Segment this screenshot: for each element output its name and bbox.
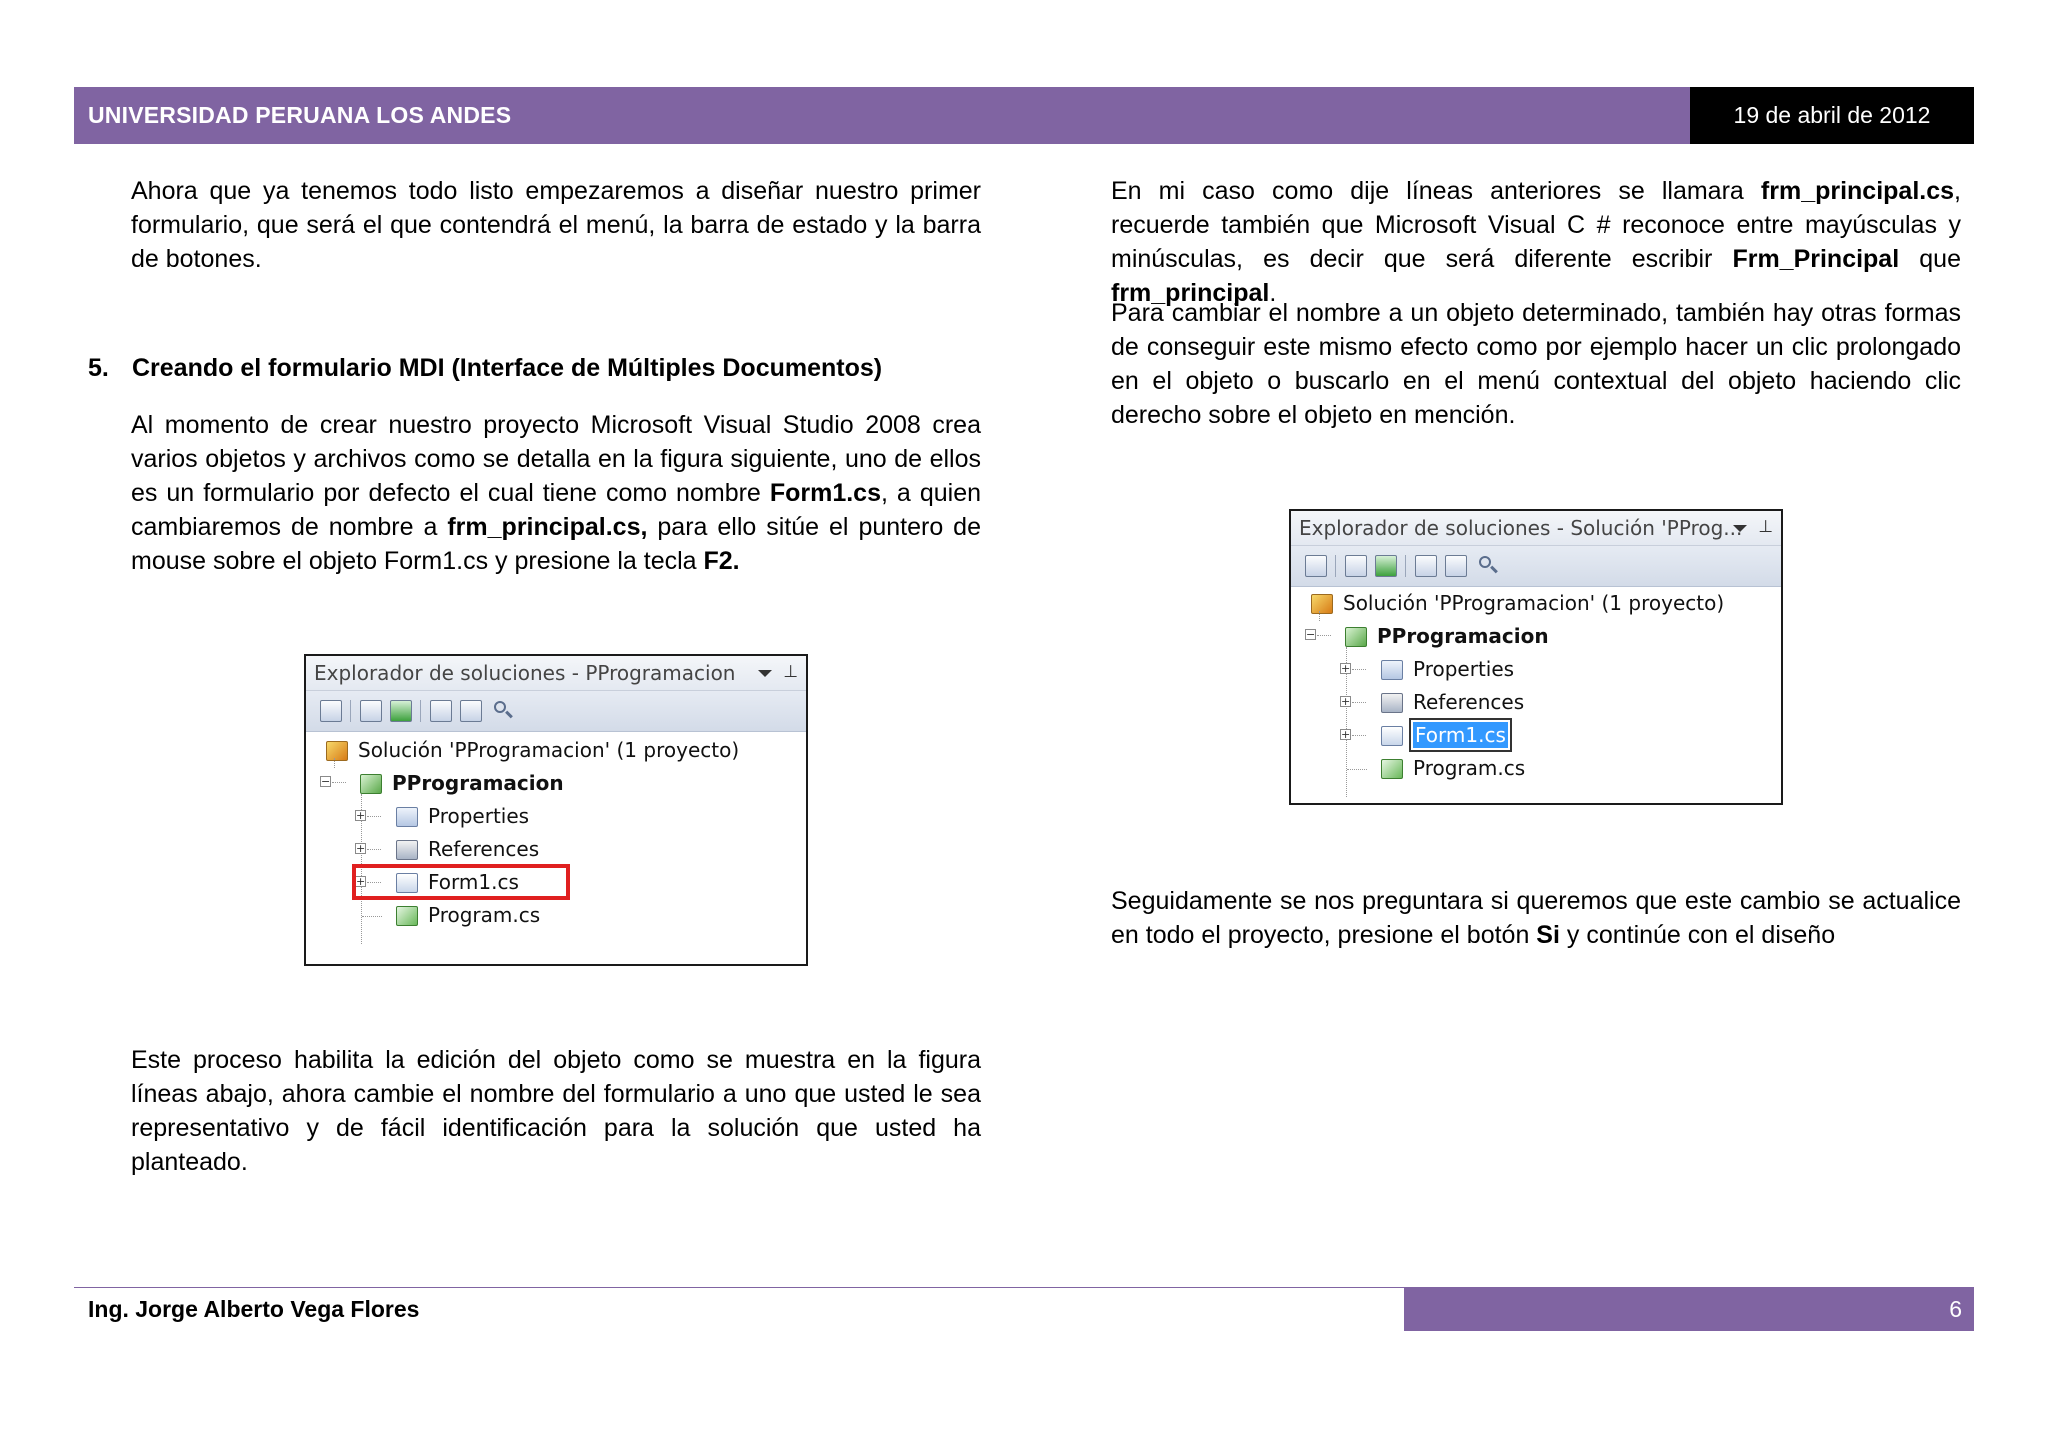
- section-heading: [88, 351, 882, 385]
- form-rename-field[interactable]: Form1.cs: [1415, 723, 1506, 747]
- solution-icon: [1311, 594, 1333, 614]
- paragraph-case-sensitive: [1111, 174, 1961, 310]
- view-designer-icon[interactable]: [460, 700, 482, 722]
- highlight-box: [352, 864, 570, 900]
- section-title-text: Creando el formulario MDI (Interface de Múltiples Documentos): [132, 354, 883, 382]
- tree-line: [362, 916, 382, 917]
- solution-label: Solución 'PProgramacion' (1 proyecto): [358, 738, 740, 762]
- explorer-toolbar: [306, 691, 806, 732]
- csharp-file-icon: [396, 906, 418, 926]
- toolbar-separator: [1335, 555, 1336, 577]
- bold-frm-principal-caps: Frm_Principal: [1732, 245, 1900, 273]
- toolbar-separator: [350, 700, 351, 722]
- csharp-file-icon: [1381, 759, 1403, 779]
- tree-line: [1317, 635, 1331, 636]
- project-label: PProgramacion: [1377, 624, 1549, 648]
- view-code-icon[interactable]: [1415, 555, 1437, 577]
- class-diagram-icon[interactable]: [1477, 555, 1499, 577]
- tree-line: [1319, 611, 1320, 621]
- show-all-files-icon[interactable]: [360, 700, 382, 722]
- class-diagram-icon[interactable]: [492, 700, 514, 722]
- pin-icon[interactable]: ⊥: [1758, 517, 1773, 537]
- text-run: para ello sitúe el puntero de mouse sobre el objeto Form1.cs y presione la tecla: [131, 513, 981, 575]
- paragraph-edit-enable: Este proceso habilita la edición del objeto como se muestra en la figura líneas abajo, ahora cambie el nombre del formulario a uno que usted le sea representativo y de fácil identificación para la solución que usted ha planteado.: [131, 1046, 981, 1176]
- properties-label: Properties: [1413, 657, 1515, 681]
- explorer-titlebar: [306, 656, 806, 691]
- tree-line: [1347, 769, 1367, 770]
- collapse-icon[interactable]: −: [321, 775, 331, 788]
- properties-folder-icon: [1381, 660, 1403, 680]
- references-label: References: [428, 837, 540, 861]
- view-code-icon[interactable]: [430, 700, 452, 722]
- university-name: UNIVERSIDAD PERUANA LOS ANDES: [88, 102, 512, 128]
- intro-paragraph: Ahora que ya tenemos todo listo empezaremos a diseñar nuestro primer formulario, que será el que contendrá el menú, la barra de estado y la barra de botones.: [131, 177, 981, 273]
- expand-icon[interactable]: +: [356, 809, 366, 822]
- dropdown-arrow-icon[interactable]: [1733, 525, 1747, 532]
- section-number: 5.: [88, 354, 109, 382]
- view-designer-icon[interactable]: [1445, 555, 1467, 577]
- bold-form1: Form1.cs: [769, 479, 881, 507]
- toolbar-separator: [420, 700, 421, 722]
- solution-explorer-figure-1: [304, 654, 808, 966]
- tree-line: [334, 758, 335, 768]
- solution-icon: [326, 741, 348, 761]
- tree-line: [367, 816, 381, 817]
- text-run: que: [1899, 245, 1961, 273]
- page-header: [74, 87, 1974, 144]
- text-run: , recuerde también que Microsoft Visual C # reconoce entre mayúsculas y minúsculas, es decir que será diferente escribir: [1111, 177, 1961, 273]
- tree-line: [367, 849, 381, 850]
- explorer-toolbar: [1291, 546, 1781, 587]
- expand-icon[interactable]: +: [356, 842, 366, 855]
- properties-folder-icon: [396, 807, 418, 827]
- paragraph-form-rename: [131, 408, 981, 578]
- tree-line: [1352, 669, 1366, 670]
- explorer-title: Explorador de soluciones - Solución 'PProg...: [1299, 516, 1743, 540]
- text-run: y continúe con el diseño: [1559, 921, 1836, 949]
- right-paragraph-1: [1111, 174, 1961, 310]
- toolbar-separator: [1405, 555, 1406, 577]
- properties-tool-icon[interactable]: [320, 700, 342, 722]
- form-file-icon: [1381, 726, 1403, 746]
- dropdown-arrow-icon[interactable]: [758, 670, 772, 677]
- expand-icon[interactable]: +: [356, 875, 366, 888]
- expand-icon[interactable]: +: [1341, 695, 1351, 708]
- right-paragraph-3: [1111, 884, 1961, 952]
- right-paragraph-2: [1111, 296, 1961, 432]
- csharp-project-icon: [1345, 627, 1367, 647]
- explorer-titlebar: [1291, 511, 1781, 546]
- bold-si: Si: [1536, 921, 1560, 949]
- paragraph-other-ways: Para cambiar el nombre a un objeto determinado, también hay otras formas de conseguir este mismo efecto como por ejemplo hacer un clic prolongado en el objeto o buscarlo en el menú contextual del objeto haciendo clic derecho sobre el objeto en mención.: [1111, 299, 1961, 429]
- collapse-icon[interactable]: −: [1306, 628, 1316, 641]
- text-run: En mi caso como dije líneas anteriores se llamara: [1111, 177, 1761, 205]
- header-date: 19 de abril de 2012: [1690, 87, 1974, 144]
- tree-line: [1352, 735, 1366, 736]
- properties-label: Properties: [428, 804, 530, 828]
- explorer-title: Explorador de soluciones - PProgramacion: [314, 661, 736, 685]
- bold-frm-principal-cs: frm_principal.cs: [1760, 177, 1955, 205]
- tree-line: [1352, 702, 1366, 703]
- page-number: 6: [1404, 1287, 1974, 1331]
- program-label: Program.cs: [1413, 756, 1526, 780]
- references-label: References: [1413, 690, 1525, 714]
- text-run: .: [1269, 279, 1277, 307]
- left-paragraph-2: [131, 408, 981, 578]
- text-run: , a quien cambiaremos de nombre a: [131, 479, 981, 541]
- form-label: Form1.cs: [428, 870, 519, 894]
- left-paragraph-3: [131, 1043, 981, 1179]
- references-icon: [1381, 693, 1403, 713]
- bold-frm-principal-lower: frm_principal: [1111, 279, 1270, 307]
- bold-frm-principal: frm_principal.cs,: [447, 513, 648, 541]
- project-label: PProgramacion: [392, 771, 564, 795]
- expand-icon[interactable]: +: [1341, 662, 1351, 675]
- footer-author: Ing. Jorge Alberto Vega Flores: [88, 1296, 420, 1322]
- left-intro: [131, 174, 981, 276]
- refresh-icon[interactable]: [390, 700, 412, 722]
- show-all-files-icon[interactable]: [1345, 555, 1367, 577]
- bold-f2: F2.: [703, 547, 740, 575]
- expand-icon[interactable]: +: [1341, 728, 1351, 741]
- paragraph-confirm-change: [1111, 884, 1961, 952]
- solution-explorer-figure-2: [1289, 509, 1783, 805]
- program-label: Program.cs: [428, 903, 541, 927]
- text-run: Seguidamente se nos preguntara si queremos que este cambio se actualice en todo el proyecto, presione el botón: [1111, 887, 1961, 949]
- properties-tool-icon[interactable]: [1305, 555, 1327, 577]
- solution-label: Solución 'PProgramacion' (1 proyecto): [1343, 591, 1725, 615]
- tree-line: [332, 782, 346, 783]
- text-run: Al momento de crear nuestro proyecto Microsoft Visual Studio 2008 crea varios objetos y archivos como se detalla en la figura siguiente, uno de ellos es un formulario por defecto el cual tiene como nombre: [131, 411, 981, 507]
- pin-icon[interactable]: ⊥: [783, 662, 798, 682]
- refresh-icon[interactable]: [1375, 555, 1397, 577]
- references-icon: [396, 840, 418, 860]
- csharp-project-icon: [360, 774, 382, 794]
